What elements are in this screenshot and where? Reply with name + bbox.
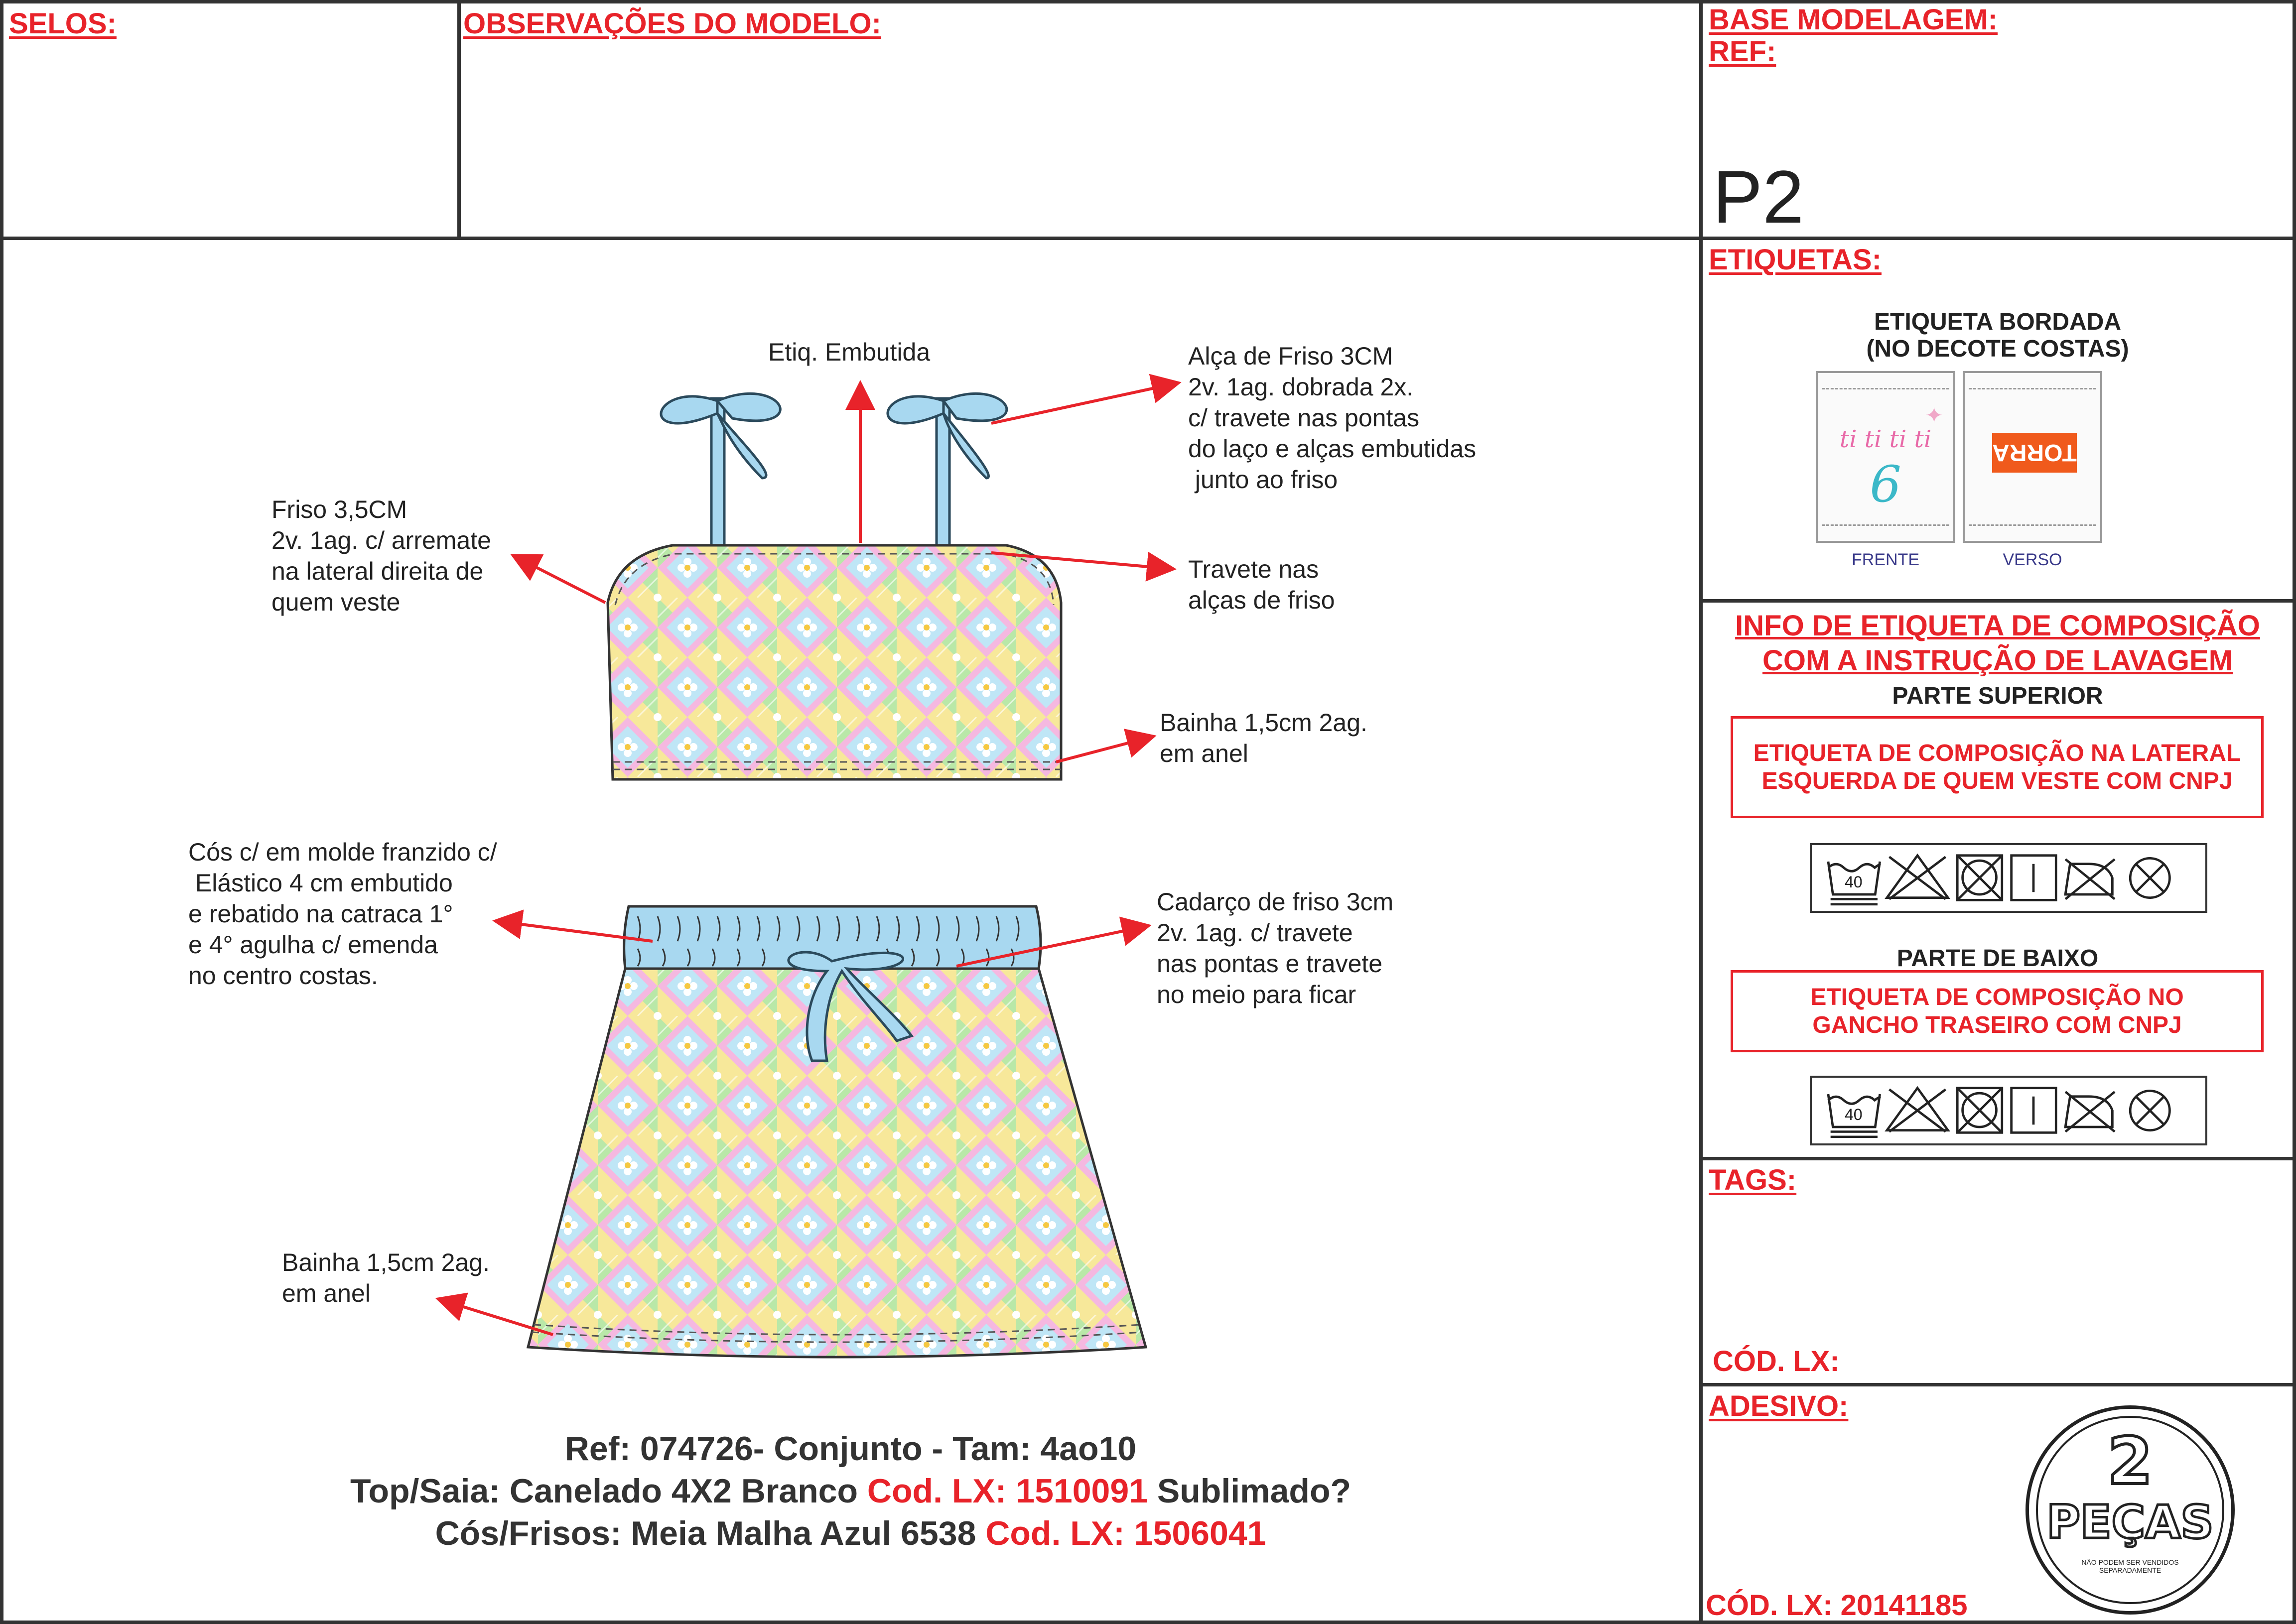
- no-bleach-icon: [1887, 1088, 1948, 1132]
- etiqueta-bordada-title: [1703, 309, 2293, 363]
- label-back: [1963, 371, 2102, 543]
- wash-temp-top: 40: [1844, 873, 1863, 891]
- footer-cos-frisos-text: Cós/Frisos: Meia Malha Azul 6538: [435, 1514, 986, 1552]
- tags-label: TAGS:: [1709, 1164, 1797, 1196]
- no-dry-clean-icon: [2130, 1091, 2169, 1130]
- note-cadarco: Cadarço de friso 3cm 2v. 1ag. c/ travete nas pontas e travete no meio para ficar: [1157, 888, 1394, 1008]
- note-friso: Friso 3,5CM 2v. 1ag. c/ arremate na lateral direita de quem veste: [271, 496, 491, 616]
- brand-back-text: TORRA: [1992, 439, 2077, 466]
- pecas-seal: [2026, 1405, 2235, 1615]
- etiquetas-label: ETIQUETAS:: [1709, 244, 1882, 276]
- note-bainha-saia: Bainha 1,5cm 2ag. em anel: [282, 1249, 490, 1307]
- brand-back-logo: [1992, 433, 2077, 473]
- care-symbols-top: [1810, 843, 2207, 913]
- note-travete: Travete nas alças de friso: [1188, 555, 1335, 614]
- composicao-title-line2: COM A INSTRUÇÃO DE LAVAGEM: [1762, 644, 2233, 677]
- label-front-caption: FRENTE: [1852, 550, 1919, 569]
- no-dry-clean-icon: [2130, 858, 2169, 897]
- selos-label: SELOS:: [9, 7, 117, 40]
- care-symbols-bottom: [1810, 1076, 2207, 1145]
- line-dry-icon: [2012, 856, 2056, 900]
- footer-cos-frisos: [0, 1514, 1701, 1553]
- seal-word: PEÇAS: [2046, 1496, 2214, 1549]
- top-straps: [661, 393, 1007, 558]
- no-tumble-dry-icon: [1957, 856, 2002, 900]
- brand-number: 6: [1870, 455, 1901, 513]
- seal-small: NÃO PODEM SER VENDIDOS SEPARADAMENTE: [2081, 1558, 2179, 1574]
- care-symbols-top-svg: [1812, 845, 2205, 911]
- label-front: [1816, 371, 1955, 543]
- footer-top-saia-tail: Sublimado?: [1148, 1472, 1351, 1510]
- line-dry-icon: [2012, 1088, 2056, 1133]
- parte-baixo-box: ETIQUETA DE COMPOSIÇÃO NO GANCHO TRASEIRO COM CNPJ: [1731, 970, 2264, 1052]
- care-symbols-bottom-svg: [1812, 1078, 2205, 1143]
- adesivo-cod: CÓD. LX: 20141185: [1706, 1589, 1968, 1622]
- no-bleach-icon: [1887, 856, 1948, 899]
- parte-baixo-label: PARTE DE BAIXO: [1896, 945, 2099, 972]
- seal-number: 2: [2107, 1423, 2153, 1499]
- note-alca-friso: Alça de Friso 3CM 2v. 1ag. dobrada 2x. c/ travete nas pontas do laço e alças embutidas junto ao friso: [1188, 342, 1477, 494]
- ref-label: REF:: [1709, 35, 1776, 68]
- footer-top-saia-text: Top/Saia: Canelado 4X2 Branco: [350, 1472, 867, 1510]
- note-etiq-embutida: Etiq. Embutida: [768, 338, 931, 366]
- parte-superior-box: ETIQUETA DE COMPOSIÇÃO NA LATERAL ESQUERDA DE QUEM VESTE COM CNPJ: [1731, 716, 2264, 818]
- etiqueta-bordada-line2: (NO DECOTE COSTAS): [1866, 336, 2129, 362]
- composicao-title: [1703, 609, 2293, 678]
- sparkle-icon: ✦: [1925, 403, 1943, 428]
- brand-wordmark: ti ti ti ti: [1839, 425, 1932, 453]
- no-iron-icon: [2065, 859, 2115, 899]
- adesivo-label: ADESIVO:: [1709, 1390, 1849, 1422]
- base-modelagem-label: BASE MODELAGEM:: [1709, 3, 1998, 36]
- tags-cod: CÓD. LX:: [1713, 1345, 1840, 1377]
- top-body: [608, 545, 1061, 779]
- footer-top-saia: [0, 1472, 1701, 1510]
- note-bainha-top: Bainha 1,5cm 2ag. em anel: [1160, 709, 1367, 767]
- footer-cos-frisos-code: Cod. LX: 1506041: [985, 1514, 1266, 1552]
- observacoes-label: OBSERVAÇÕES DO MODELO:: [463, 7, 881, 40]
- note-cos: Cós c/ em molde franzido c/ Elástico 4 cm embutido e rebatido na catraca 1° e 4° agulha c/ emenda no centro costas.: [188, 838, 497, 990]
- footer-ref: Ref: 074726- Conjunto - Tam: 4ao10: [564, 1430, 1137, 1468]
- composicao-title-line1: INFO DE ETIQUETA DE COMPOSIÇÃO: [1735, 610, 2260, 642]
- footer-top-saia-code: Cod. LX: 1510091: [867, 1472, 1148, 1510]
- no-iron-icon: [2065, 1092, 2115, 1131]
- skirt-body: [528, 969, 1146, 1357]
- label-back-caption: VERSO: [2003, 550, 2062, 569]
- parte-superior-label: PARTE SUPERIOR: [1892, 683, 2103, 709]
- size-value: P2: [1713, 155, 1804, 239]
- etiqueta-bordada-line1: ETIQUETA BORDADA: [1874, 309, 2121, 335]
- wash-temp-bottom: 40: [1844, 1105, 1863, 1124]
- no-tumble-dry-icon: [1957, 1088, 2002, 1133]
